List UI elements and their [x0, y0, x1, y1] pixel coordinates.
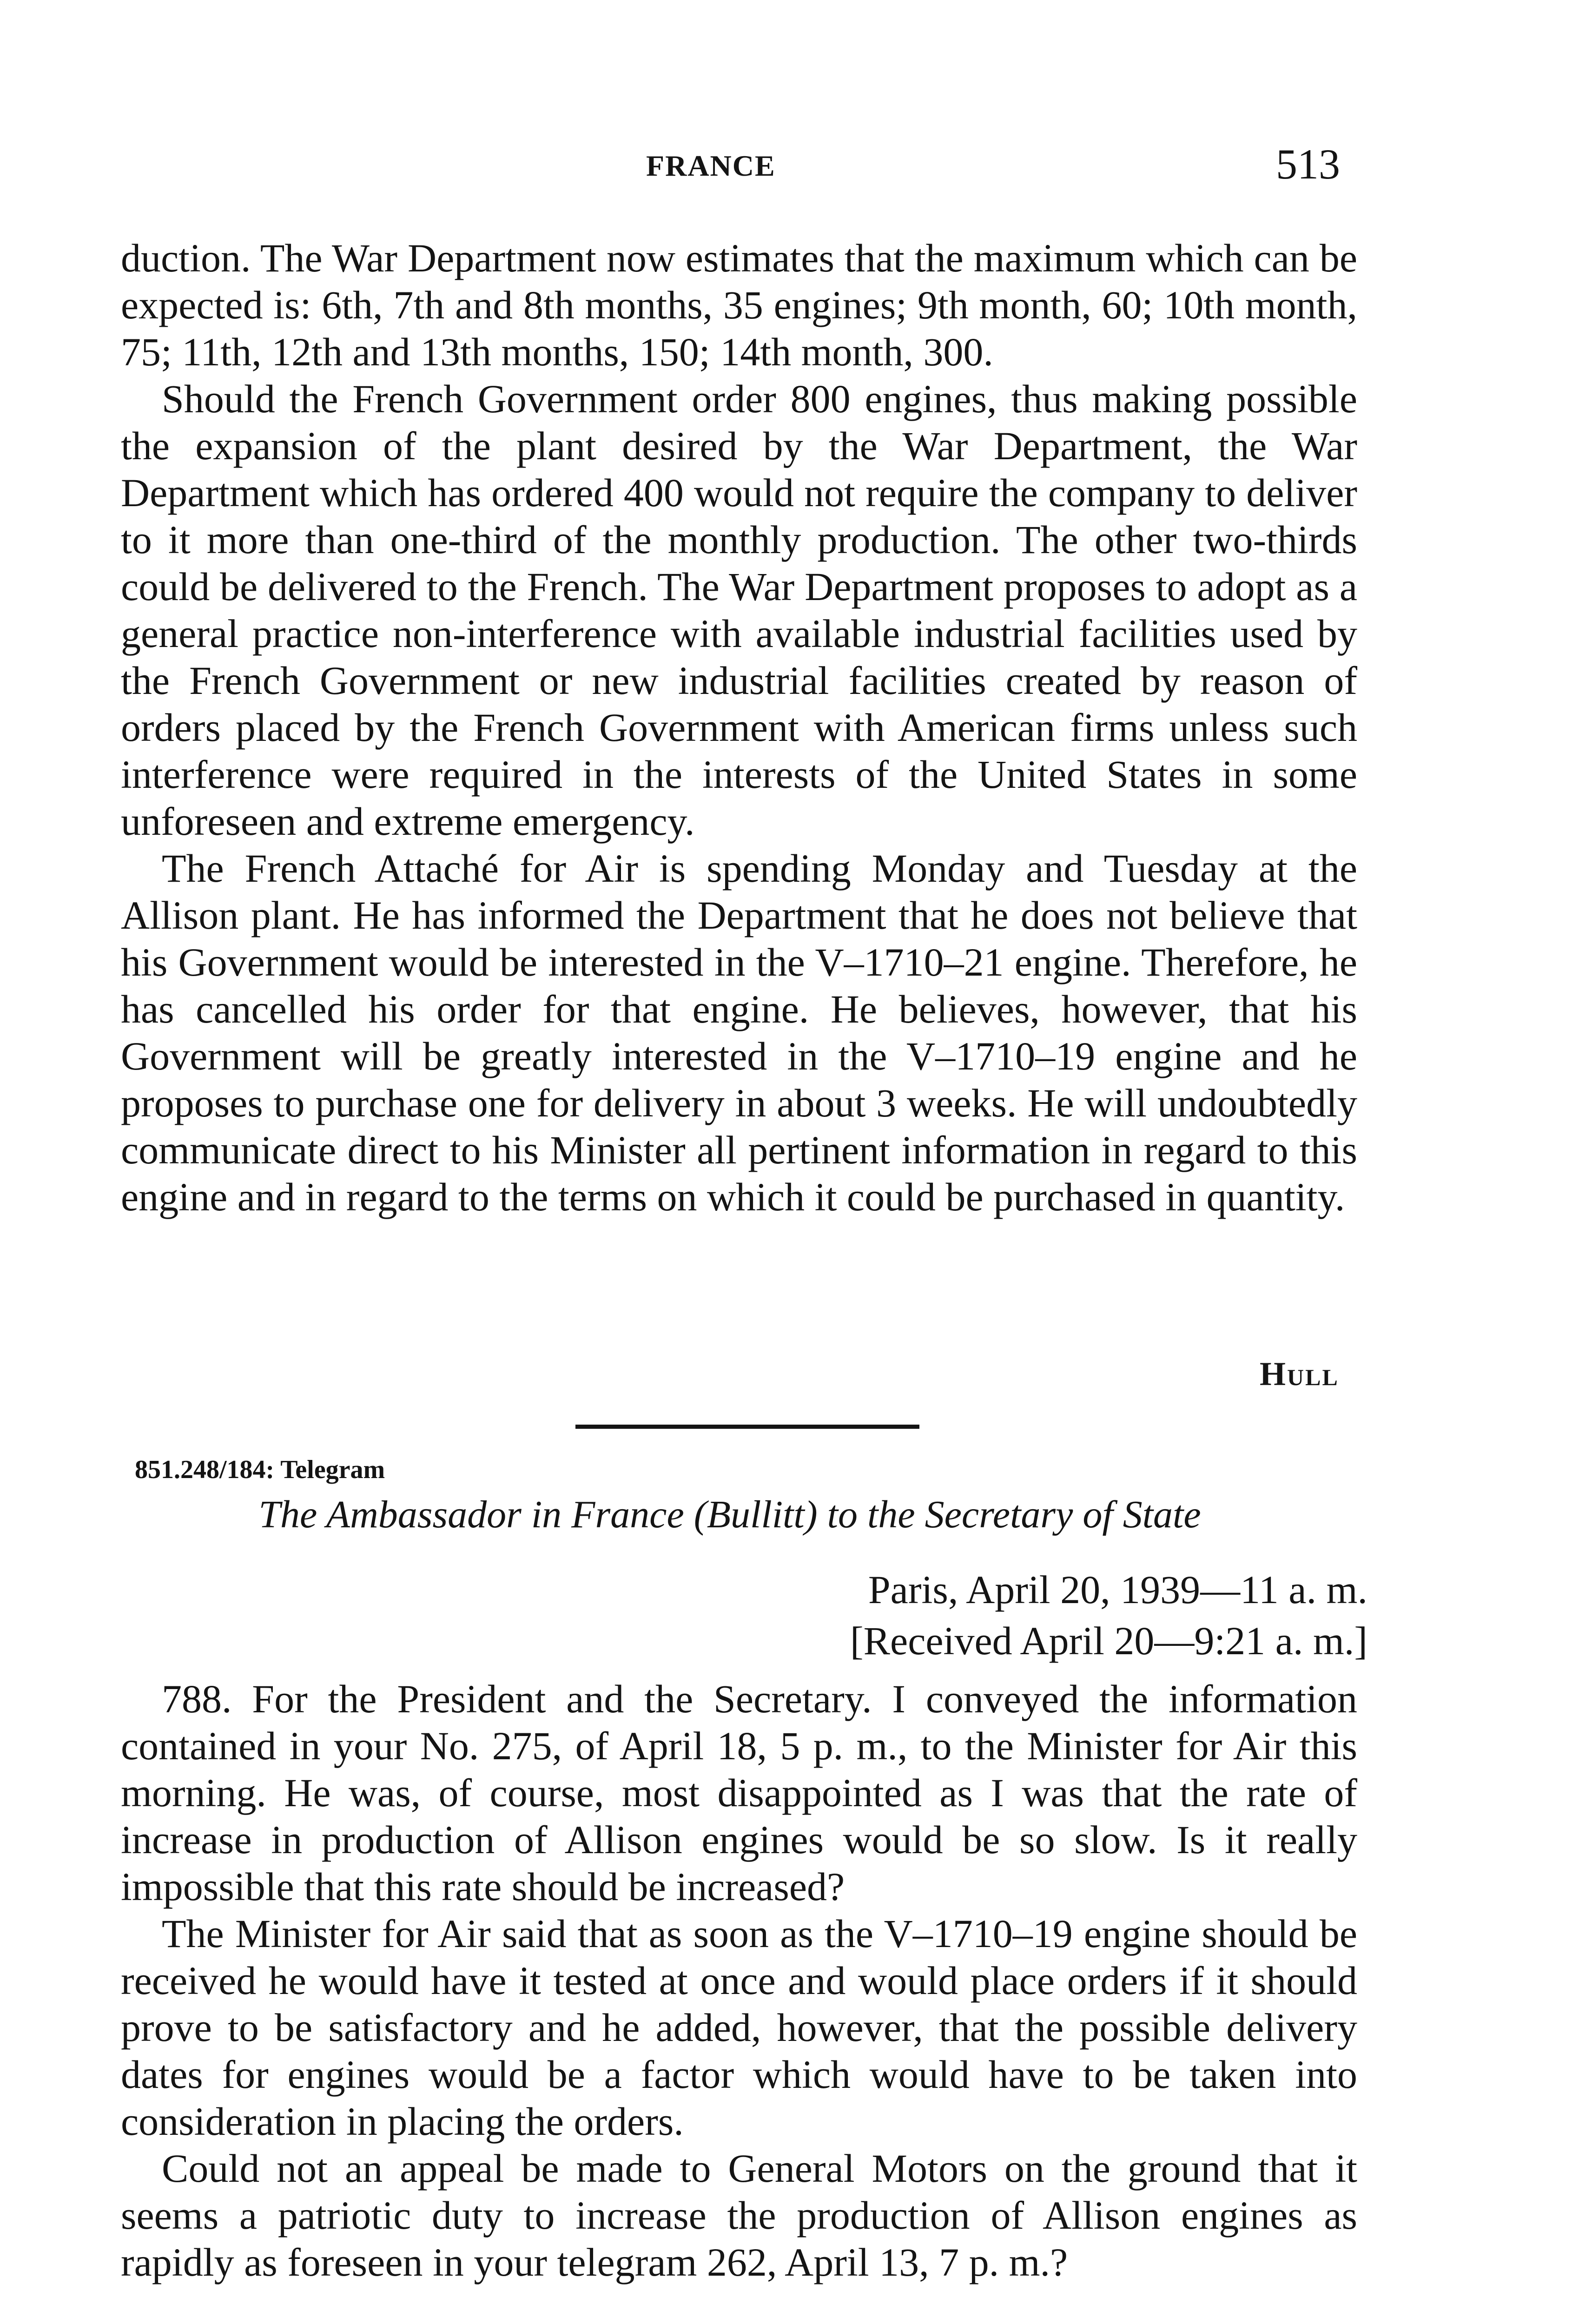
signature-hull: Hull — [1260, 1355, 1339, 1393]
document2-paragraph: 788. For the President and the Secretary. I conveyed the information contained in your No. 275, of April 18, 5 p. m., to the Minister for Air this morning. He was, of course, most disappointed as I was that the rate of increase in production of Allison engines would be so slow. Is it really impossible that this rate should be increased? — [121, 1677, 1357, 1909]
place-date-line: Paris, April 20, 1939—11 a. m. — [868, 1567, 1367, 1612]
file-reference: 851.248/184: Telegram — [135, 1455, 385, 1484]
section1-paragraph: Should the French Government order 800 engines, thus making possible the expansion of the plant desired by the War Department, the War Department which has ordered 400 would not require the company to deliver to it more than one-third of the monthly production. The other two-thirds could be delivered to the French. The War Department proposes to adopt as a general practice non-interference with available industrial facilities used by the French Government or new industrial facilities created by reason of orders placed by the French Government with American firms unless such interference were required in the interests of the United States in some unforeseen and extreme emergency. — [121, 376, 1357, 844]
section-divider — [575, 1425, 919, 1429]
running-head: FRANCE — [646, 149, 776, 182]
section1-paragraph: The French Attaché for Air is spending Monday and Tuesday at the Allison plant. He has informed the Department that he does not believe that his Government would be interested in the V–1710–21 engine. Therefore, he has cancelled his order for that engine. He believes, however, that his Government will be greatly interested in the V–1710–19 engine and he proposes to purchase one for delivery in about 3 weeks. He will undoubtedly communicate direct to his Minister all pertinent information in regard to this engine and in regard to the terms on which it could be purchased in quantity. — [121, 846, 1357, 1219]
section1-paragraph: duction. The War Department now estimates that the maximum which can be expected is: 6th, 7th and 8th months, 35 engines; 9th month, 60; 10th month, 75; 11th, 12th and 13th months, 150; 14th month, 300. — [121, 236, 1357, 374]
received-line: [Received April 20—9:21 a. m.] — [850, 1618, 1367, 1663]
page-number: 513 — [1276, 140, 1340, 188]
document2-body — [121, 1676, 1357, 2286]
section1-body — [121, 235, 1357, 1221]
document-heading: The Ambassador in France (Bullitt) to the Secretary of State — [258, 1493, 1201, 1536]
document2-paragraph: The Minister for Air said that as soon as the V–1710–19 engine should be received he would have it tested at once and would place orders if it should prove to be satisfactory and he added, however, that the possible delivery dates for engines would be a factor which would have to be taken into consideration in placing the orders. — [121, 1911, 1357, 2144]
document2-paragraph: Could not an appeal be made to General Motors on the ground that it seems a patriotic duty to increase the production of Allison engines as rapidly as foreseen in your telegram 262, April 13, 7 p. m.? — [121, 2146, 1357, 2284]
